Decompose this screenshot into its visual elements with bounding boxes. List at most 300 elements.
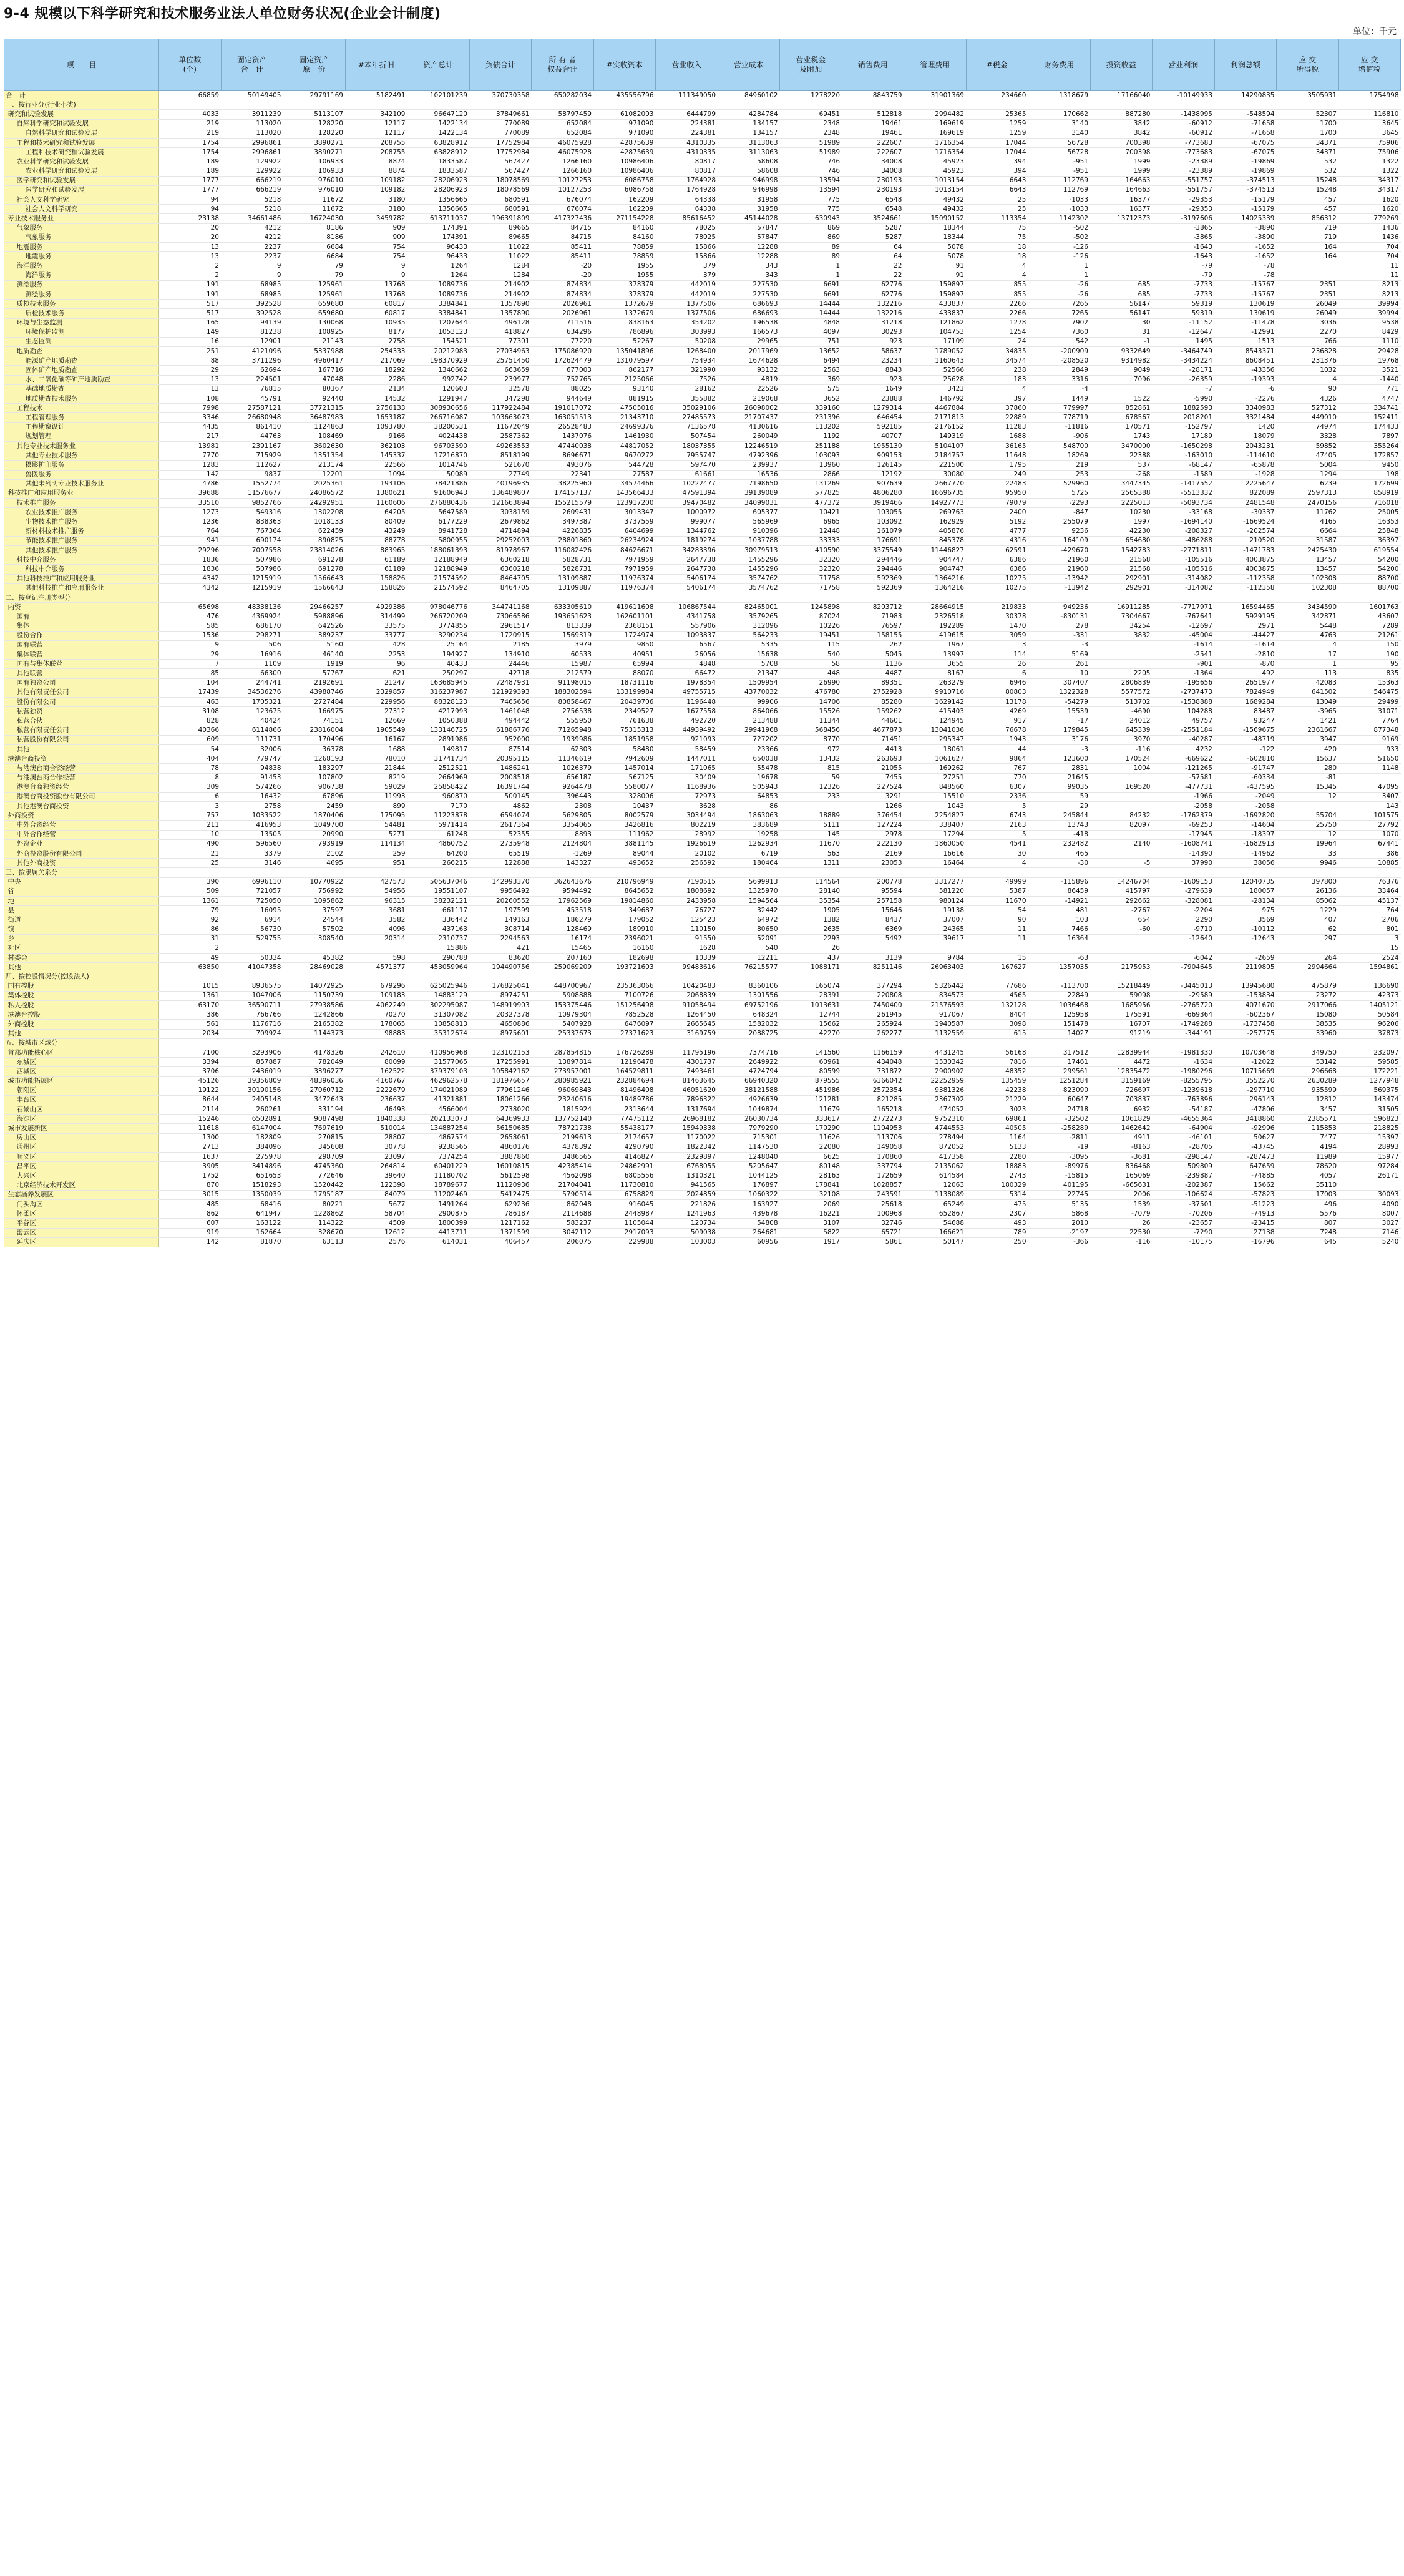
table-cell: 4413711 <box>407 1228 470 1237</box>
table-cell: 8645652 <box>593 887 656 896</box>
row-label: 北京经济技术开发区 <box>4 1181 159 1190</box>
table-cell: 2266 <box>966 300 1028 309</box>
table-cell <box>1153 593 1215 602</box>
table-cell: 96 <box>345 660 407 669</box>
table-cell: 6386 <box>966 555 1028 565</box>
table-cell: 22341 <box>532 470 594 479</box>
table-cell: 14025339 <box>1214 214 1277 223</box>
table-cell: 727202 <box>718 735 780 744</box>
table-cell: 38200531 <box>407 422 470 432</box>
table-cell: 50627 <box>1214 1133 1277 1143</box>
table-cell: 169262 <box>904 764 967 773</box>
table-cell: 59852 <box>1277 441 1339 451</box>
table-cell: 4867574 <box>407 1133 470 1143</box>
table-cell: 5160 <box>283 640 346 650</box>
table-cell: 93140 <box>593 384 656 394</box>
table-cell: 10420483 <box>656 982 718 991</box>
row-label: 县 <box>4 906 159 915</box>
table-cell: -551757 <box>1153 176 1215 185</box>
table-cell: 9332649 <box>1090 347 1153 356</box>
table-cell <box>656 100 718 110</box>
table-cell: 14290835 <box>1214 91 1277 100</box>
table-cell: 219 <box>1028 461 1091 470</box>
table-cell: 1382 <box>780 915 842 925</box>
table-cell: -74913 <box>1214 1209 1277 1219</box>
table-cell: -18397 <box>1214 830 1277 839</box>
table-cell: 58480 <box>593 744 656 754</box>
table-cell: 294446 <box>842 555 904 565</box>
table-cell: 3384841 <box>407 300 470 309</box>
table-cell: -44427 <box>1214 631 1277 640</box>
table-cell: 257158 <box>842 896 904 905</box>
table-cell <box>1277 972 1339 982</box>
table-cell: 69861 <box>966 1115 1028 1124</box>
table-cell: 14883129 <box>407 991 470 1000</box>
table-cell: 704 <box>1338 243 1401 252</box>
table-cell: 4911 <box>1090 1133 1153 1143</box>
table-cell: 778719 <box>1028 413 1091 422</box>
table-cell: 181976657 <box>469 1076 532 1086</box>
table-cell: 15949338 <box>656 1124 718 1133</box>
table-cell: 1176716 <box>221 1020 283 1029</box>
column-header: 管理费用 <box>904 39 967 91</box>
table-cell: 42373 <box>1338 991 1401 1000</box>
table-cell <box>159 100 222 110</box>
table-cell <box>966 944 1028 953</box>
table-cell: 8213 <box>1338 280 1401 290</box>
table-cell: 15510 <box>904 792 967 801</box>
table-cell: 231396 <box>780 413 842 422</box>
table-cell: -78 <box>1214 261 1277 271</box>
table-cell <box>1090 261 1153 271</box>
table-cell: -1737458 <box>1214 1020 1277 1029</box>
table-cell: 6366042 <box>842 1076 904 1086</box>
table-cell: 30 <box>1090 318 1153 328</box>
table-cell: 72487931 <box>469 678 532 688</box>
table-cell: 2043231 <box>1214 441 1277 451</box>
table-cell: 143327 <box>532 859 594 868</box>
table-cell: -12647 <box>1153 328 1215 337</box>
table-cell: 4096 <box>345 925 407 934</box>
table-cell: 9752310 <box>904 1115 967 1124</box>
table-cell: 197599 <box>469 906 532 915</box>
table-cell: 89351 <box>842 678 904 688</box>
table-cell: 41321881 <box>407 1095 470 1105</box>
table-cell: 37990 <box>1153 859 1215 868</box>
table-cell: 904747 <box>904 555 967 565</box>
table-cell: 81496408 <box>593 1086 656 1095</box>
table-cell: 2184757 <box>904 451 967 461</box>
table-cell: 212579 <box>532 669 594 678</box>
table-cell: 3447345 <box>1090 479 1153 489</box>
table-cell: 442019 <box>656 290 718 299</box>
table-cell: 652084 <box>532 119 594 129</box>
table-cell: 2336 <box>966 792 1028 801</box>
table-cell: 62694 <box>221 366 283 375</box>
table-cell: 90 <box>966 915 1028 925</box>
table-cell: 767 <box>966 764 1028 773</box>
table-cell <box>407 1038 470 1048</box>
table-cell: 8002579 <box>593 811 656 821</box>
table-cell: 198 <box>1338 470 1401 479</box>
table-cell: 6996110 <box>221 877 283 887</box>
table-cell: 521670 <box>469 461 532 470</box>
table-cell: 60817 <box>345 300 407 309</box>
table-cell: -28134 <box>1214 896 1277 905</box>
table-cell <box>221 972 283 982</box>
table-cell: 4562098 <box>532 1171 594 1181</box>
table-cell <box>1090 972 1153 982</box>
table-cell: 1372679 <box>593 309 656 318</box>
table-cell: 835 <box>1338 669 1401 678</box>
table-cell: 5828731 <box>532 565 594 574</box>
table-cell: 906738 <box>283 783 346 792</box>
table-cell: 54808 <box>718 1219 780 1228</box>
table-row <box>4 660 1401 669</box>
table-cell: 131269 <box>780 479 842 489</box>
table-cell: 5045 <box>842 650 904 660</box>
table-cell: 4310335 <box>656 148 718 157</box>
table-cell: -17 <box>1028 716 1091 726</box>
table-cell: 410590 <box>780 546 842 555</box>
row-label: 大兴区 <box>4 1171 159 1181</box>
table-cell: 5271 <box>345 830 407 839</box>
table-cell: 34283396 <box>656 546 718 555</box>
table-cell: 13432 <box>780 754 842 764</box>
table-cell: 437 <box>780 954 842 963</box>
table-cell <box>656 972 718 982</box>
table-cell: 22 <box>842 261 904 271</box>
table-cell: 2124804 <box>532 839 594 849</box>
table-cell: -830131 <box>1028 612 1091 622</box>
table-cell: 10979304 <box>532 1010 594 1020</box>
table-cell: 26 <box>966 660 1028 669</box>
table-cell: 94 <box>159 195 222 205</box>
table-cell: 12063 <box>904 1181 967 1190</box>
table-cell: 81238 <box>221 328 283 337</box>
table-cell: 8429 <box>1338 328 1401 337</box>
table-cell: 6719 <box>718 849 780 859</box>
column-header: 应 交 增值税 <box>1338 39 1401 91</box>
table-cell: 7955747 <box>656 451 718 461</box>
table-cell: 507986 <box>221 555 283 565</box>
table-row <box>4 1190 1401 1199</box>
table-cell: 3290234 <box>407 631 470 640</box>
table-cell: 75906 <box>1338 138 1401 147</box>
table-cell: -1239618 <box>1153 1086 1215 1095</box>
table-row <box>4 1010 1401 1020</box>
table-cell: -57823 <box>1214 1190 1277 1199</box>
table-cell: 17044 <box>966 138 1028 147</box>
table-cell: 17752984 <box>469 148 532 157</box>
table-cell: 106933 <box>283 167 346 176</box>
table-cell: 16696735 <box>904 489 967 498</box>
table-cell: 2917066 <box>1277 1001 1339 1010</box>
table-cell: 16536 <box>718 470 780 479</box>
table-cell: 22 <box>842 271 904 280</box>
table-cell: 131079597 <box>593 356 656 366</box>
table-cell: 11344 <box>780 716 842 726</box>
table-cell: 275978 <box>221 1153 283 1162</box>
table-cell: 261 <box>1028 660 1091 669</box>
table-cell: 6643 <box>966 176 1028 185</box>
table-cell: 3107 <box>780 1219 842 1228</box>
table-cell: 513702 <box>1090 698 1153 707</box>
table-cell <box>532 868 594 877</box>
unit-label: 单位：千元 <box>1353 27 1397 37</box>
table-cell <box>904 593 967 602</box>
table-cell: 933 <box>1338 744 1401 754</box>
table-cell: 224381 <box>656 129 718 138</box>
table-cell: 2169 <box>842 849 904 859</box>
table-cell: 529755 <box>221 934 283 944</box>
table-cell <box>221 100 283 110</box>
table-cell: -54279 <box>1028 698 1091 707</box>
table-cell: 2961517 <box>469 622 532 631</box>
row-label: 外资企业 <box>4 839 159 849</box>
table-cell: 909153 <box>842 451 904 461</box>
table-cell: -79 <box>1153 271 1215 280</box>
table-cell: 650282034 <box>532 91 594 100</box>
table-row <box>4 1133 1401 1143</box>
table-cell: 1361 <box>159 991 222 1000</box>
table-cell: 1836 <box>159 555 222 565</box>
table-cell: 28807 <box>345 1133 407 1143</box>
table-row <box>4 612 1401 622</box>
table-cell: 2391167 <box>221 441 283 451</box>
table-cell: 194927 <box>407 650 470 660</box>
table-cell: 16221 <box>780 1209 842 1219</box>
table-cell: 85411 <box>532 243 594 252</box>
table-cell <box>718 593 780 602</box>
table-cell: 453518 <box>532 906 594 915</box>
table-cell: 4378392 <box>532 1143 594 1152</box>
table-cell: 3582 <box>345 915 407 925</box>
table-cell: 836468 <box>1090 1162 1153 1171</box>
table-cell: 855 <box>966 290 1028 299</box>
column-header: 所 有 者 权益合计 <box>532 39 594 91</box>
table-cell: 28162 <box>656 384 718 394</box>
table-cell: 7360 <box>1028 328 1091 337</box>
table-cell: -374513 <box>1214 185 1277 195</box>
row-label: 海洋服务 <box>4 261 159 271</box>
table-cell: -502 <box>1028 223 1091 233</box>
table-cell: 1301556 <box>718 991 780 1000</box>
table-cell: 27060712 <box>283 1086 346 1095</box>
table-cell: 8177 <box>345 328 407 337</box>
table-cell: -114610 <box>1214 451 1277 461</box>
table-cell: 4413 <box>842 744 904 754</box>
table-cell: 9956492 <box>469 887 532 896</box>
table-cell: -2197 <box>1028 1228 1091 1237</box>
table-cell: 2849 <box>1028 366 1091 375</box>
table-cell: 2425430 <box>1277 546 1339 555</box>
table-cell: -548594 <box>1214 110 1277 119</box>
table-cell: 338407 <box>904 821 967 830</box>
table-cell: 5004 <box>1277 461 1339 470</box>
table-cell: -602367 <box>1214 1010 1277 1020</box>
table-cell: 2171813 <box>904 413 967 422</box>
table-cell: -763896 <box>1153 1095 1215 1105</box>
table-cell: 1716354 <box>904 138 967 147</box>
table-cell: 15363 <box>1338 678 1401 688</box>
table-cell: 3354065 <box>532 821 594 830</box>
table-cell: 13768 <box>345 280 407 290</box>
table-cell: 561 <box>159 1020 222 1029</box>
table-cell: 12192 <box>842 470 904 479</box>
table-cell: 4212 <box>221 223 283 233</box>
table-cell: 83620 <box>469 954 532 963</box>
table-cell: 3180 <box>345 195 407 205</box>
table-cell: 1245898 <box>780 603 842 612</box>
row-label: 股份有限公司 <box>4 698 159 707</box>
table-cell: 67896 <box>283 792 346 801</box>
table-cell: 224501 <box>221 375 283 384</box>
table-cell: -9710 <box>1153 925 1215 934</box>
table-cell: 397 <box>966 394 1028 404</box>
table-cell: -63 <box>1028 954 1091 963</box>
table-cell: 1032 <box>1277 366 1339 375</box>
table-cell: 4745360 <box>283 1162 346 1171</box>
table-cell: 7816 <box>966 1058 1028 1067</box>
table-cell: 35110 <box>1277 1181 1339 1190</box>
table-cell: 22526 <box>718 384 780 394</box>
column-header: #税金 <box>966 39 1028 91</box>
row-label: 房山区 <box>4 1133 159 1143</box>
row-label: 其他未列明专业技术服务业 <box>4 479 159 489</box>
table-cell: 442019 <box>656 280 718 290</box>
table-cell: 298271 <box>221 631 283 640</box>
table-cell: 435556796 <box>593 91 656 100</box>
table-cell: 47405 <box>1277 451 1339 461</box>
table-row <box>4 631 1401 640</box>
table-cell: 165218 <box>842 1105 904 1115</box>
table-cell: -5990 <box>1153 394 1215 404</box>
table-cell: 27587 <box>593 470 656 479</box>
table-cell: 3108 <box>159 707 222 716</box>
table-cell: 260261 <box>221 1105 283 1115</box>
table-cell: 2738020 <box>469 1105 532 1115</box>
table-cell: 1470 <box>966 622 1028 631</box>
table-cell: 21704041 <box>532 1181 594 1190</box>
table-cell: 3881145 <box>593 839 656 849</box>
table-cell: 15465 <box>532 944 594 953</box>
table-row <box>4 764 1401 773</box>
table-cell: 1264 <box>407 271 470 280</box>
table-cell: -5093734 <box>1153 499 1215 508</box>
table-cell: 91219 <box>1090 1029 1153 1038</box>
table-cell: 779997 <box>1028 404 1091 413</box>
table-cell: 149319 <box>904 432 967 441</box>
table-cell: 1637 <box>159 1153 222 1162</box>
table-cell <box>904 100 967 110</box>
table-cell: 129922 <box>221 167 283 176</box>
table-cell: 1044125 <box>718 1171 780 1181</box>
table-cell: 15345 <box>1277 783 1339 792</box>
table-cell: 2 <box>159 271 222 280</box>
table-cell: -202574 <box>1214 527 1277 536</box>
table-cell: 16616 <box>904 849 967 859</box>
table-cell: 15248 <box>1277 176 1339 185</box>
table-cell: 79 <box>283 271 346 280</box>
table-cell: 5078 <box>904 252 967 261</box>
table-cell: 3842 <box>1090 119 1153 129</box>
table-cell: 16377 <box>1090 205 1153 214</box>
table-cell: 563 <box>780 849 842 859</box>
table-cell: 221500 <box>904 461 967 470</box>
table-cell: 11795196 <box>656 1048 718 1057</box>
table-cell: 29 <box>159 650 222 660</box>
table-cell: 1372679 <box>593 300 656 309</box>
table-cell: 568456 <box>780 726 842 735</box>
table-cell: 88700 <box>1338 583 1401 593</box>
table-cell: 62 <box>1277 925 1339 934</box>
table-cell: -314082 <box>1153 583 1215 593</box>
table-cell: 251 <box>159 347 222 356</box>
row-label: 二、按登记注册类型分 <box>4 593 159 602</box>
table-cell: 28391 <box>780 991 842 1000</box>
table-cell: 3681 <box>345 906 407 915</box>
table-cell: 567427 <box>469 157 532 167</box>
row-label: 东城区 <box>4 1058 159 1067</box>
table-cell: 1943 <box>966 735 1028 744</box>
table-cell: 1677558 <box>656 707 718 716</box>
table-cell: 2025361 <box>283 479 346 489</box>
table-cell: 171065 <box>656 764 718 773</box>
table-cell: 877348 <box>1338 726 1401 735</box>
table-cell: 251188 <box>780 441 842 451</box>
table-cell: 3015 <box>159 1190 222 1199</box>
table-cell: -15767 <box>1214 290 1277 299</box>
table-cell: 14706 <box>780 698 842 707</box>
table-cell: 3947 <box>1277 735 1339 744</box>
table-cell: 9264478 <box>532 783 594 792</box>
table-row <box>4 698 1401 707</box>
table-cell: 232097 <box>1338 1048 1401 1057</box>
table-cell <box>1338 100 1401 110</box>
table-cell: 93247 <box>1214 716 1277 726</box>
table-cell: -1652 <box>1214 243 1277 252</box>
table-cell: 1144373 <box>283 1029 346 1038</box>
row-label: 私营合伙 <box>4 716 159 726</box>
table-cell: 862 <box>159 1209 222 1219</box>
table-cell: 115 <box>780 640 842 650</box>
table-cell: 263279 <box>904 678 967 688</box>
table-cell: 4369924 <box>221 612 283 622</box>
table-cell: 25337673 <box>532 1029 594 1038</box>
table-cell: 34371 <box>1277 138 1339 147</box>
table-cell: 21707437 <box>718 413 780 422</box>
table-cell: -2541 <box>1153 650 1215 660</box>
table-cell: 37860 <box>966 404 1028 413</box>
table-cell: -669364 <box>1153 1010 1215 1020</box>
row-label: 能源矿产地质勘查 <box>4 356 159 366</box>
table-cell: 2630289 <box>1277 1076 1339 1086</box>
table-cell: 18292 <box>345 366 407 375</box>
table-cell: 227524 <box>842 783 904 792</box>
table-cell: 35029106 <box>656 404 718 413</box>
table-cell: 2 <box>159 944 222 953</box>
table-cell: 630943 <box>780 214 842 223</box>
table-cell: -1269 <box>532 849 594 859</box>
table-cell: -29353 <box>1153 205 1215 214</box>
table-cell: -773683 <box>1153 138 1215 147</box>
row-label: 港澳台商投资股份有限公司 <box>4 792 159 801</box>
table-cell <box>1090 593 1153 602</box>
table-cell: 6476097 <box>593 1020 656 1029</box>
table-cell: -15179 <box>1214 195 1277 205</box>
table-cell: 12288 <box>718 243 780 252</box>
